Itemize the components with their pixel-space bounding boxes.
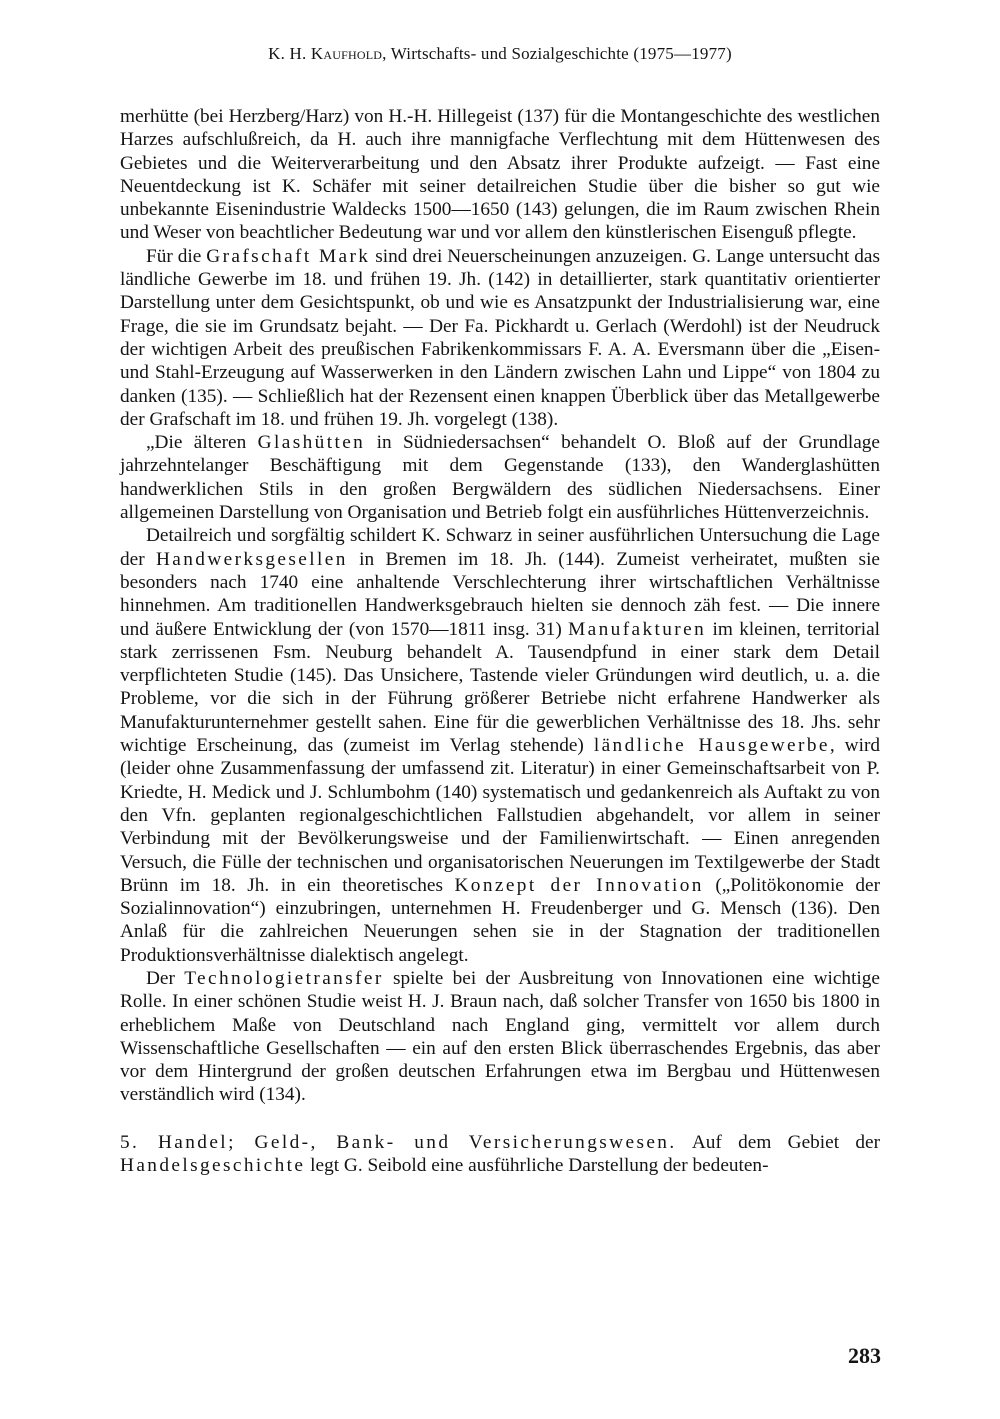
- paragraph-2-text-a: Für die: [146, 245, 207, 267]
- paragraph-3-text-b: in Südniedersachsen“ behandelt O. Bloß auf der Grundlage jahrzehntelanger Beschäftigung mit dem Gegenstande (133), den Wanderglashütten handwerklichen Stils in den großen Bergwäldern des südlichen Niedersachsens. Einer allgemeinen Darstellung von Organisation und Betrieb folgt ein ausführliches Hüttenverzeichnis.: [120, 432, 880, 524]
- header-author: K. H. Kaufhold,: [268, 44, 387, 63]
- paragraph-4: [120, 524, 880, 967]
- header-title: Wirtschafts- und Sozialgeschichte (1975—1977): [386, 44, 732, 63]
- paragraph-1-text: merhütte (bei Herzberg/Harz) von H.-H. Hillegeist (137) für die Montangeschichte des westlichen Harzes aufschlußreich, da H. auch ihre mannigfache Verflechtung mit dem Hüttenwesen des Gebietes und die Weiterverarbeitung und den Absatz ihrer Produkte aufzeigt. — Fast eine Neuentdeckung ist K. Schäfer mit seiner detailreichen Studie über die bisher so gut wie unbekannte Eisenindustrie Waldecks 1500—1650 (143) gelungen, die im Raum zwischen Rhein und Weser von beachtlicher Bedeutung war und vor allem den künstlerischen Eisenguß pflegte.: [120, 106, 880, 244]
- paragraph-5-text-b: spielte bei der Ausbreitung von Innovationen eine wichtige Rolle. In einer schönen Studie weist H. J. Braun nach, daß solcher Transfer von 1650 bis 1800 in erheblichem Maße von Deutschland nach England ging, vermittelt vor allem durch Wissenschaftliche Gesellschaften — ein auf den ersten Blick überraschendes Ergebnis, das aber vor dem Hintergrund der großen deutschen Erfahrungen etwa im Bergbau und Hüttenwesen verständlich wird (134).: [120, 967, 880, 1106]
- section-heading: 5. Handel; Geld-, Bank- und Versicherungswesen.: [120, 1131, 677, 1153]
- paragraph-3-text-a: „Die älteren: [146, 432, 258, 454]
- spaced-term-grafschaft-mark: Grafschaft Mark: [206, 245, 371, 267]
- paragraph-5: [120, 967, 880, 1107]
- paragraph-2-text-b: sind drei Neuerscheinungen anzuzeigen. G. Lange untersucht das ländliche Gewerbe im 18. und frühen 19. Jh. (142) in detaillierter, stark quantitativ orientierter Darstellung unter dem Gesichtspunkt, ob und wie es Ansatzpunkt der Industrialisierung war, eine Frage, die sie im Grundsatz bejaht. — Der Fa. Pickhardt u. Gerlach (Werdohl) ist der Neudruck der wichtigen Arbeit des preußischen Fabrikenkommissars F. A. A. Eversmann über die „Eisen- und Stahl-Erzeugung auf Wasserwerken in den Ländern zwischen Lahn und Lippe“ von 1804 zu danken (135). — Schließlich hat der Rezensent einen knappen Überblick über das Metallgewerbe der Grafschaft im 18. und frühen 19. Jh. vorgelegt (138).: [120, 245, 880, 430]
- paragraph-4-text-a: Detailreich und sorgfältig schildert K. Schwarz in seiner ausführlichen Untersuchung die Lage der: [120, 525, 880, 570]
- paragraph-4-text-b: in Bremen im 18. Jh. (144). Zumeist verheiratet, mußten sie besonders nach 1740 eine anhaltende Verschlechterung ihrer wirtschaftlichen Verhältnisse hinnehmen. Am traditionellen Handwerksgebrauch hielten sie dennoch zäh fest. — Die innere und äußere Entwicklung der (von 1570—1811 insg. 31): [120, 548, 880, 640]
- paragraph-3: [120, 431, 880, 524]
- section-5-text-a: Auf dem Gebiet der: [676, 1131, 880, 1153]
- paragraph-4-text-c: im kleinen, territorial stark zerrissenen Fsm. Neuburg behandelt A. Tausendpfund in einer stark dem Detail verpflichteten Studie (145). Das Unsichere, Tastende vieler Gründungen wird deutlich, u. a. die Probleme, vor die sich in der Führung größerer Betriebe nicht erfahrene Handwerker als Manufakturunternehmer gestellt sahen. Eine für die gewerblichen Verhältnisse des 18. Jhs. sehr wichtige Erscheinung, das (zumeist im Verlag stehende): [120, 618, 880, 757]
- paragraph-4-text-e: („Politökonomie der Sozialinnovation“) einzubringen, unternehmen H. Freudenberger und G. Mensch (136). Den Anlaß für die zahlreichen Neuerungen sehen sie in der Stagnation der traditionellen Produktionsverhältnisse dialektisch angelegt.: [120, 874, 881, 966]
- paragraph-2: [120, 245, 880, 431]
- spaced-term-konzept-der-innovation: Konzept der Innovation: [454, 874, 704, 896]
- spaced-term-technologietransfer: Technologietransfer: [184, 967, 384, 989]
- section-5-paragraph: [120, 1131, 880, 1178]
- running-header: [120, 44, 880, 64]
- section-5-text-b: legt G. Seibold eine ausführliche Darstellung der bedeuten-: [305, 1155, 769, 1177]
- section-spacer: [120, 1107, 880, 1131]
- paragraph-4-text-d: , wird (leider ohne Zusammenfassung der umfassend zit. Literatur) in einer Gemeinschaftsarbeit von P. Kriedte, H. Medick und J. Schlumbohm (140) systematisch und gedankenreich als Auftakt zu von den Vfn. geplanten regionalgeschichtlichen Fallstudien abgehandelt, vor allem in seiner Verbindung mit der Bevölkerungsweise und der Familienwirtschaft. — Einen anregenden Versuch, die Fülle der technischen und organisatorischen Neuerungen im Textilgewerbe der Stadt Brünn im 18. Jh. in ein theoretisches: [120, 735, 880, 896]
- spaced-term-laendliche-hausgewerbe: ländliche Hausgewerbe: [593, 735, 830, 757]
- spaced-term-handelsgeschichte: Handelsgeschichte: [120, 1155, 306, 1177]
- spaced-term-glashuetten: Glashütten: [257, 432, 366, 454]
- paragraph-1: [120, 105, 880, 245]
- paragraph-5-text-a: Der: [146, 967, 185, 989]
- page-number: 283: [848, 1343, 881, 1368]
- body-text: [120, 105, 880, 1177]
- spaced-term-manufakturen: Manufakturen: [568, 618, 707, 640]
- spaced-term-handwerksgesellen: Handwerksgesellen: [155, 548, 348, 570]
